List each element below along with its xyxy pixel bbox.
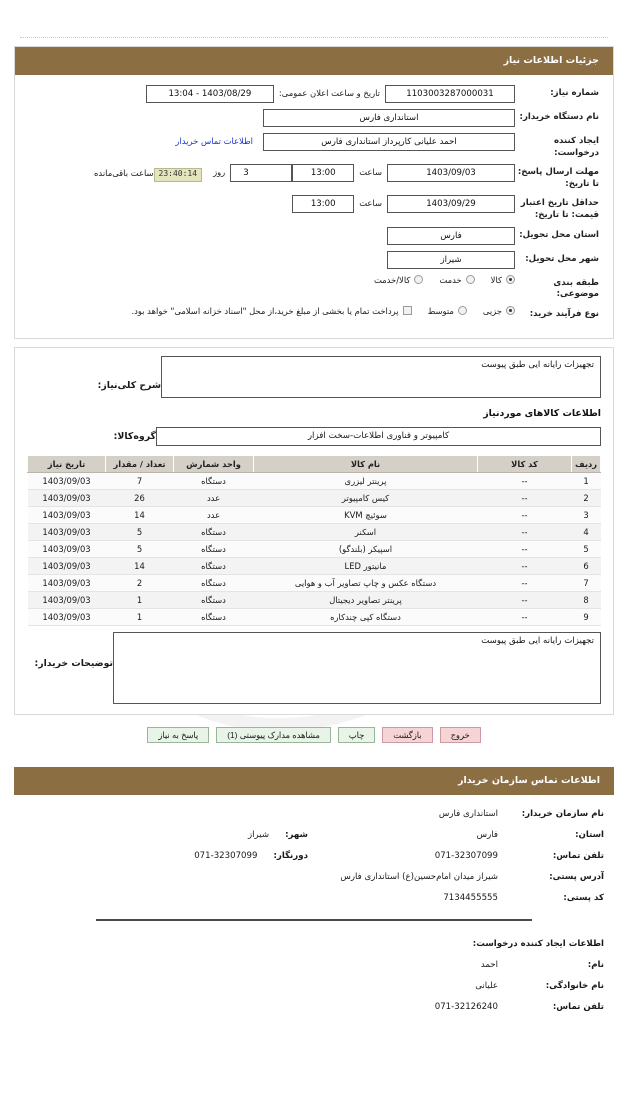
creator-firstname-row	[24, 960, 604, 970]
process-option-motevaset[interactable]	[428, 306, 467, 316]
creator-firstname-label: نام:	[587, 959, 604, 970]
contact-org-value: استانداری فارس	[438, 808, 498, 819]
print-button[interactable]: چاپ	[338, 727, 375, 743]
category-option-label: کالا	[490, 274, 502, 285]
cell-unit: دستگاه	[174, 472, 254, 489]
cell-date: 1403/09/03	[28, 591, 106, 608]
cell-date: 1403/09/03	[28, 472, 106, 489]
process-label: نوع فرآیند خرید:	[529, 308, 599, 319]
cell-unit: دستگاه	[174, 591, 254, 608]
contact-address-label: آدرس پستی:	[549, 871, 604, 882]
radio-icon[interactable]	[466, 275, 475, 284]
cell-name: دستگاه عکس و چاپ تصاویر آب و هوایی	[254, 574, 478, 591]
radio-icon[interactable]	[414, 275, 423, 284]
deadline-label: مهلت ارسال پاسخ: تا تاریخ:	[517, 167, 599, 189]
col-header-row: ردیف	[571, 455, 600, 472]
contact-org-label: نام سازمان خریدار:	[521, 808, 604, 819]
col-header-qty: تعداد / مقدار	[106, 455, 174, 472]
cell-unit: دستگاه	[174, 557, 254, 574]
creator-phone-value: 071-32126240	[434, 1001, 498, 1012]
creator-info-title-row	[24, 939, 604, 949]
buyer-notes-row	[27, 632, 601, 704]
category-options	[358, 275, 515, 285]
price-validity-date-value[interactable]: 1403/09/29	[387, 195, 515, 213]
contact-fax-label: دورنگار:	[273, 850, 308, 861]
countdown-timer-badge: 23:40:14	[154, 168, 203, 182]
cell-row: 5	[571, 540, 600, 557]
contact-postal-label: کد پستی:	[563, 892, 604, 903]
summary-textarea[interactable]: تجهیزات رایانه ایی طبق پیوست	[161, 356, 601, 398]
cell-name: سوئیچ KVM	[254, 506, 478, 523]
cell-qty: 1	[106, 591, 174, 608]
category-row	[27, 275, 601, 301]
cell-code: --	[477, 574, 571, 591]
top-divider	[20, 37, 608, 38]
cell-row: 3	[571, 506, 600, 523]
category-option-label: کالا/خدمت	[373, 274, 411, 285]
delivery-city-value[interactable]: شیراز	[387, 251, 515, 269]
cell-row: 7	[571, 574, 600, 591]
contact-org-row	[24, 809, 604, 819]
view-attachments-button[interactable]: مشاهده مدارک پیوستی (1)	[216, 727, 331, 743]
creator-lastname-row	[24, 981, 604, 991]
cell-code: --	[477, 591, 571, 608]
cell-qty: 26	[106, 489, 174, 506]
announce-value[interactable]: 1403/08/29 - 13:04	[146, 85, 274, 103]
cell-date: 1403/09/03	[28, 523, 106, 540]
cell-row: 4	[571, 523, 600, 540]
creator-phone-row	[24, 1002, 604, 1012]
cell-qty: 5	[106, 523, 174, 540]
table-row[interactable]	[28, 472, 601, 489]
deadline-time-value[interactable]: 13:00	[292, 164, 354, 182]
remaining-days-value[interactable]: 3	[230, 164, 292, 182]
cell-qty: 14	[106, 506, 174, 523]
cell-row: 9	[571, 608, 600, 625]
process-option-label: جزیی	[482, 305, 502, 316]
contact-address-row	[24, 872, 604, 882]
contact-panel-header: اطلاعات تماس سازمان خریدار	[14, 767, 614, 795]
table-row[interactable]	[28, 506, 601, 523]
goods-table	[27, 455, 601, 626]
col-header-date: تاریخ نیاز	[28, 455, 106, 472]
cell-date: 1403/09/03	[28, 557, 106, 574]
table-row[interactable]	[28, 540, 601, 557]
goods-section-title: اطلاعات کالاهای موردنیاز	[483, 407, 601, 419]
goods-table-body	[28, 472, 601, 625]
treasury-bond-checkbox[interactable]	[131, 306, 411, 316]
delivery-province-row	[27, 227, 601, 246]
cell-date: 1403/09/03	[28, 540, 106, 557]
cell-name: مانیتور LED	[254, 557, 478, 574]
creator-lastname-value: علیانی	[475, 980, 498, 991]
panel-header-title: جزئیات اطلاعات نیاز	[15, 47, 613, 75]
need-number-label: شماره نیاز:	[550, 88, 599, 98]
cell-unit: دستگاه	[174, 608, 254, 625]
contact-address-value: شیراز میدان امام‌حسین(ع) استانداری فارس	[340, 871, 498, 882]
cell-code: --	[477, 506, 571, 523]
table-row[interactable]	[28, 489, 601, 506]
cell-date: 1403/09/03	[28, 489, 106, 506]
cell-date: 1403/09/03	[28, 574, 106, 591]
cell-unit: عدد	[174, 489, 254, 506]
cell-qty: 1	[106, 608, 174, 625]
process-option-jozi[interactable]	[483, 306, 515, 316]
cell-qty: 14	[106, 557, 174, 574]
buyer-org-label: نام دستگاه خریدار:	[519, 112, 599, 122]
contact-postal-row	[24, 893, 604, 903]
contact-postal-value: 7134455555	[443, 892, 498, 903]
cell-name: اسپیکر (بلندگو)	[254, 540, 478, 557]
buyer-notes-label: توضیحات خریدار:	[34, 657, 113, 669]
delivery-city-label: شهر محل تحویل:	[525, 253, 599, 264]
cell-name: دستگاه کپی چندکاره	[254, 608, 478, 625]
cell-code: --	[477, 540, 571, 557]
buyer-org-value[interactable]: استانداری فارس	[263, 109, 515, 127]
creator-phone-label: تلفن تماس:	[552, 1001, 604, 1012]
price-validity-time-label: ساعت	[359, 198, 382, 209]
contact-city-label: شهر:	[285, 829, 308, 840]
summary-label: شرح کلی‌نیاز:	[97, 379, 161, 391]
creator-row	[27, 133, 601, 159]
radio-icon[interactable]	[506, 275, 515, 284]
remaining-hours-label: ساعت باقی‌مانده	[94, 168, 154, 179]
cell-name: پرینتر تصاویر دیجیتال	[254, 591, 478, 608]
table-row[interactable]	[28, 608, 601, 625]
contact-city-value: شیراز	[248, 829, 270, 840]
creator-firstname-value: احمد	[480, 959, 498, 970]
process-option-label: متوسط	[427, 305, 454, 316]
cell-row: 6	[571, 557, 600, 574]
radio-icon[interactable]	[506, 306, 515, 315]
contact-phone-label: تلفن تماس:	[552, 850, 604, 861]
col-header-unit: واحد شمارش	[174, 455, 254, 472]
table-row[interactable]	[28, 557, 601, 574]
goods-section	[14, 347, 614, 715]
cell-row: 1	[571, 472, 600, 489]
contact-province-label: استان:	[575, 829, 604, 840]
contact-province-row	[24, 830, 604, 840]
contact-panel-body	[14, 795, 614, 1029]
cell-qty: 7	[106, 472, 174, 489]
contact-phone-row	[24, 851, 604, 861]
cell-code: --	[477, 557, 571, 574]
table-row[interactable]	[28, 574, 601, 591]
treasury-bond-label: پرداخت تمام یا بخشی از مبلغ خرید،از محل "اسناد خزانه اسلامی" خواهد بود.	[131, 305, 399, 316]
radio-icon[interactable]	[458, 306, 467, 315]
creator-lastname-label: نام خانوادگی:	[545, 980, 604, 991]
cell-code: --	[477, 608, 571, 625]
back-button[interactable]: بازگشت	[382, 727, 432, 743]
category-option-khedmat[interactable]	[439, 275, 474, 285]
deadline-row	[27, 164, 601, 190]
cell-date: 1403/09/03	[28, 608, 106, 625]
cell-unit: دستگاه	[174, 540, 254, 557]
cell-unit: عدد	[174, 506, 254, 523]
need-details-body	[15, 75, 613, 338]
exit-button[interactable]: خروج	[440, 727, 481, 743]
price-validity-row	[27, 195, 601, 221]
delivery-city-row	[27, 251, 601, 270]
price-validity-label: حداقل تاریخ اعتبار قیمت: تا تاریخ:	[520, 198, 599, 220]
creator-label: ایجاد کننده درخواست:	[553, 136, 599, 158]
cell-date: 1403/09/03	[28, 506, 106, 523]
contact-province-value: فارس	[476, 829, 498, 840]
contact-fax-value: 071-32307099	[194, 850, 258, 861]
checkbox-icon[interactable]	[403, 306, 412, 315]
page-root	[0, 37, 628, 1029]
col-header-code: کد کالا	[477, 455, 571, 472]
table-row[interactable]	[28, 523, 601, 540]
creator-value[interactable]: احمد علیانی کارپرداز استانداری فارس	[263, 133, 515, 151]
summary-row	[27, 356, 601, 398]
contact-phone-value: 071-32307099	[434, 850, 498, 861]
cell-name: کیس کامپیوتر	[254, 489, 478, 506]
cell-code: --	[477, 489, 571, 506]
days-unit-label: روز	[213, 167, 226, 178]
cell-row: 2	[571, 489, 600, 506]
announce-label: تاریخ و ساعت اعلان عمومی:	[278, 88, 380, 98]
cell-qty: 5	[106, 540, 174, 557]
need-details-panel	[14, 46, 614, 339]
goods-table-header-row	[28, 455, 601, 472]
action-button-bar	[14, 727, 614, 743]
process-options	[115, 306, 515, 316]
cell-row: 8	[571, 591, 600, 608]
table-row[interactable]	[28, 591, 601, 608]
cell-unit: دستگاه	[174, 523, 254, 540]
process-row	[27, 306, 601, 325]
need-number-value[interactable]: 1103003287000031	[385, 85, 515, 103]
goods-group-value[interactable]: کامپیوتر و فناوری اطلاعات-سخت افزار	[156, 427, 601, 446]
creator-info-title: اطلاعات ایجاد کننده درخواست:	[472, 938, 604, 949]
category-option-label: خدمت	[439, 274, 462, 285]
buyer-contact-link[interactable]: اطلاعات تماس خریدار	[175, 136, 253, 146]
need-number-row	[27, 85, 601, 104]
category-option-kala[interactable]	[491, 275, 515, 285]
buyer-notes-textarea[interactable]: تجهیزات رایانه ایی طبق پیوست	[113, 632, 601, 704]
category-label: طبقه بندی موضوعی:	[553, 277, 599, 300]
cell-qty: 2	[106, 574, 174, 591]
col-header-name: نام کالا	[254, 455, 478, 472]
cell-unit: دستگاه	[174, 574, 254, 591]
cell-name: اسکنر	[254, 523, 478, 540]
buyer-org-row	[27, 109, 601, 128]
deadline-date-value[interactable]: 1403/09/03	[387, 164, 515, 182]
respond-to-need-button[interactable]: پاسخ به نیاز	[147, 727, 209, 743]
contact-divider	[96, 919, 532, 921]
cell-code: --	[477, 523, 571, 540]
cell-code: --	[477, 472, 571, 489]
price-validity-time-value[interactable]: 13:00	[292, 195, 354, 213]
delivery-province-label: استان محل تحویل:	[519, 229, 599, 240]
category-option-kala-khedmat[interactable]	[374, 275, 423, 285]
cell-name: پرینتر لیزری	[254, 472, 478, 489]
deadline-time-label: ساعت	[359, 167, 382, 178]
delivery-province-value[interactable]: فارس	[387, 227, 515, 245]
goods-group-label: گروه‌کالا:	[113, 430, 156, 442]
goods-group-row	[27, 427, 601, 446]
